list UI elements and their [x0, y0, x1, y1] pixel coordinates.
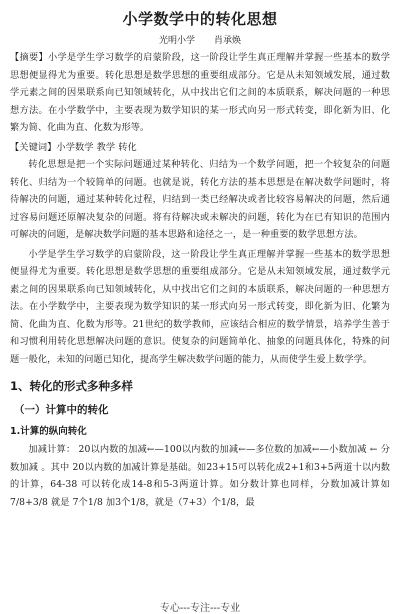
page-title: 小学数学中的转化思想 — [122, 10, 278, 28]
subsubsection-heading: 1.计算的纵向转化 — [10, 426, 87, 437]
page-footer: 专心---专注---专业 — [159, 603, 241, 614]
section-heading: 1、转化的形式多种多样 — [10, 379, 134, 393]
author-line — [10, 33, 390, 46]
body-paragraph-3: 加减计算： 20以内数的加减←—100以内数的加减←—多位数的加减←—小数加减 ← 分数加减 。其中 20以内数的加减计算是基础。如23+15可以转化成2+1和3+5两道十以内数的计算，64-38 可以转化成14-8和5-3两道计算。如分数计算也同样，分数加减计算如 7/8+3/8 就是 7个1/8 加3个1/8，就是（7+3）个1/8，最 — [10, 444, 390, 508]
author-name: 肖承焕 — [213, 36, 241, 46]
body-paragraph-1: 转化思想是把一个实际问题通过某种转化、归结为一个数学问题，把一个较复杂的问题转化、归结为一个较简单的问题。也就是说，转化方法的基本思想是在解决数学问题时，将待解决的问题，通过某种转化过程，归结到一类已经解决或者比较容易解决的问题，然后通过容易问题还原解决复杂的问题。将有待解决或未解决的问题，转化为在已有知识的范围内可解决的问题，是解决数学问题的基本思路和途径之一，是一种重要的数学思想方法。 — [10, 159, 390, 240]
abstract-paragraph: 【摘要】小学是学生学习数学的启蒙阶段，这一阶段让学生真正理解并掌握一些基本的数学思想便显得尤为重要。转化思想是数学思想的重要组成部分。它是从未知领域发展，通过数学元素之间的因果联系向已知领域转化，从中找出它们之间的本质联系，解决问题的一种思想方法。在小学数学中，主要表现为数学知识的某一形式向另一形式转变，即化新为旧、化繁为简、化曲为直、化数为形等。 — [10, 52, 390, 133]
school-name: 光明小学 — [159, 36, 196, 46]
body-paragraph-2: 小学是学生学习数学的启蒙阶段，这一阶段让学生真正理解并掌握一些基本的数学思想便显得尤为重要。转化思想是数学思想的重要组成部分。它是从未知领域发展，通过数学元素之间的因果联系向已知领域转化，从中找出它们之间的本质联系，解决问题的一种思想方法。在小学数学中，主要表现为数学知识的某一形式向另一形式转变，即化新为旧、化繁为简、化曲为直、化数为形等。21世纪的数学教师，应该结合相应的数学情景，培养学生善于和习惯利用转化思想解决问题的意识。使复杂的问题简单化、抽象的问题具体化，特殊的问题一般化，未知的问题已知化，提高学生解决数学问题的能力，从而使学生爱上数学学。 — [10, 248, 390, 365]
subsection-heading: （一）计算中的转化 — [14, 404, 109, 416]
keywords-line: 【关键词】小学数学 教学 转化 — [10, 141, 137, 153]
